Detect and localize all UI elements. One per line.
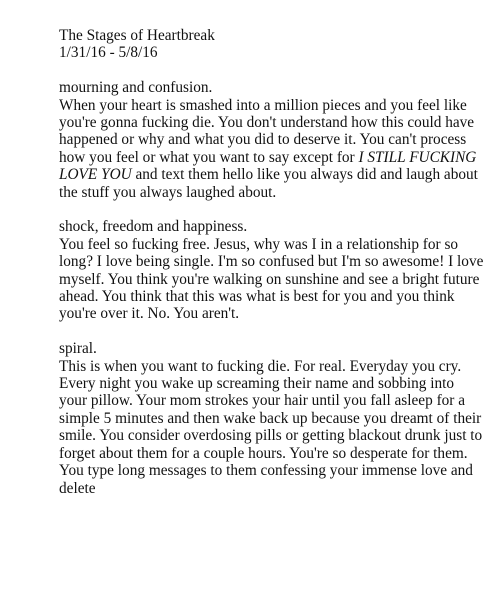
section-body: This is when you want to fucking die. For real. Everyday you cry. Every night you wake up screaming their name and sobbing into your pillow. Your mom strokes your hair until you fall asleep for a simple 5 minutes and then wake back up because you dreamt of their smile. You consider overdosing pills or getting blackout drunk just to forget about them for a couple hours. You're so desperate for them. You type long messages to them confessing your immense love and delete — [59, 357, 483, 497]
body-text: When your heart is smashed into a million pieces and you feel like you're gonna fucking die. You don't understand how this could have happened or why and what you did to deserve it. You can't process how you feel or what you want to say except for — [59, 96, 475, 166]
emphasized-text: I STILL FUCKING LOVE YOU — [59, 148, 477, 184]
document-dates: 1/31/16 - 5/8/16 — [59, 44, 158, 62]
section-heading: mourning and confusion. — [59, 79, 213, 97]
document-page — [59, 27, 484, 497]
body-text: and text them hello like you always did and laugh about the stuff you always laughed about. — [59, 166, 478, 201]
section-spiral — [59, 340, 484, 497]
section-body — [59, 97, 484, 201]
section-heading: shock, freedom and happiness. — [59, 218, 248, 236]
section-shock — [59, 218, 484, 322]
section-heading: spiral. — [59, 340, 97, 358]
section-body: You feel so fucking free. Jesus, why was I in a relationship for so long? I love being single. I'm so confused but I'm so awesome! I love myself. You think you're walking on sunshine and see a bright future ahead. You think that this was what is best for you and you think you're over it. No. You aren't. — [59, 235, 484, 323]
section-mourning — [59, 79, 484, 201]
document-header — [59, 27, 484, 62]
document-title: The Stages of Heartbreak — [59, 27, 215, 44]
